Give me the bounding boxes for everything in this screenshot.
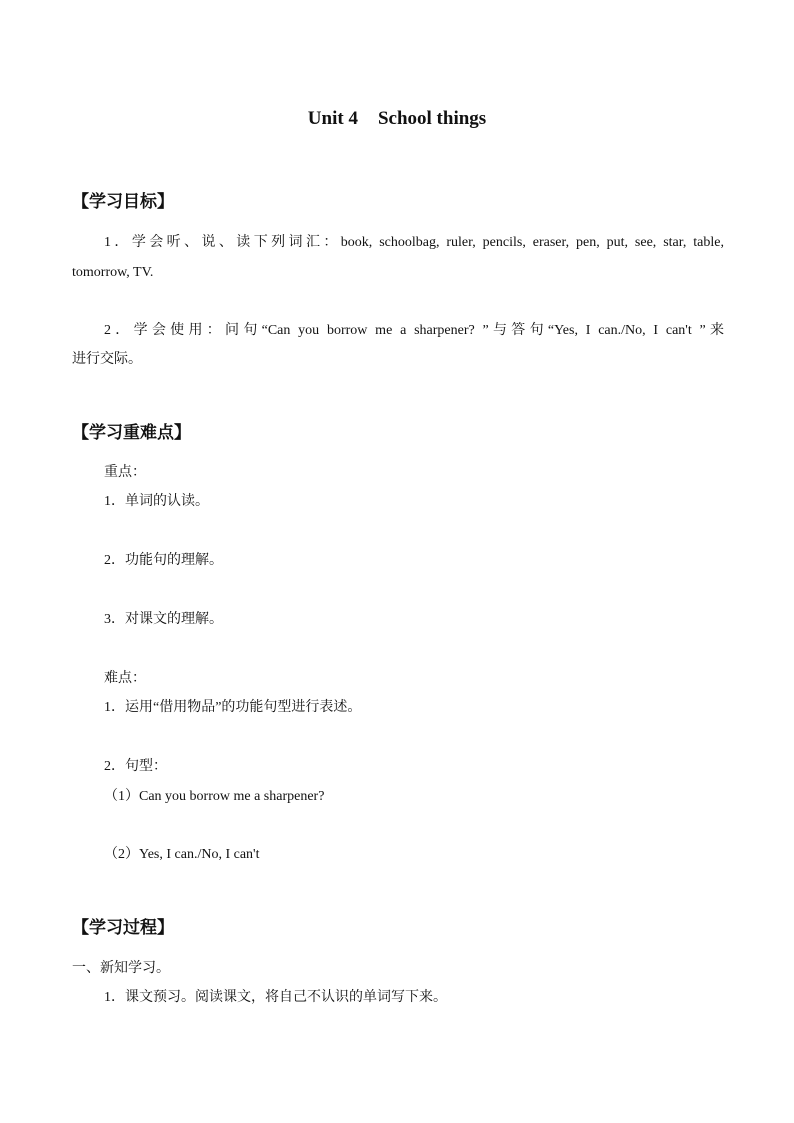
difficulty-item-2: 2．句型： (104, 759, 167, 774)
focus-item-1: 1．单词的认读。 (104, 494, 209, 509)
objective-2-line-2: 进行交际。 (72, 352, 142, 367)
focus-item-3: 3．对课文的理解。 (104, 612, 223, 627)
sentence-pattern-2: （2）Yes, I can./No, I can't (104, 847, 260, 862)
process-heading: 【学习过程】 (72, 918, 174, 937)
difficulty-label: 难点： (104, 671, 146, 686)
objective-1-line-1: 1．学会听、说、读下列词汇：book, schoolbag, ruler, pencils, eraser, pen, put, see, star, table, (104, 235, 724, 250)
process-step-1: 1．课文预习。阅读课文，将自己不认识的单词写下来。 (104, 990, 447, 1005)
sentence-pattern-1: （1）Can you borrow me a sharpener? (104, 789, 325, 804)
process-section-1: 一、新知学习。 (72, 961, 170, 976)
title-name: School things (377, 108, 487, 129)
key-points-heading: 【学习重难点】 (72, 423, 191, 442)
objective-1-line-2: tomorrow, TV. (72, 265, 154, 280)
objective-2-line-1: 2．学会使用：问句“Can you borrow me a sharpener? ”与答句“Yes, I can./No, I can't ”来 (104, 323, 724, 338)
focus-item-2: 2．功能句的理解。 (104, 553, 223, 568)
title-unit: Unit 4 (307, 108, 358, 129)
focus-label: 重点： (104, 465, 146, 480)
difficulty-item-1: 1．运用“借用物品”的功能句型进行表述。 (104, 700, 362, 715)
objectives-heading: 【学习目标】 (72, 192, 174, 211)
page-title (0, 106, 794, 132)
